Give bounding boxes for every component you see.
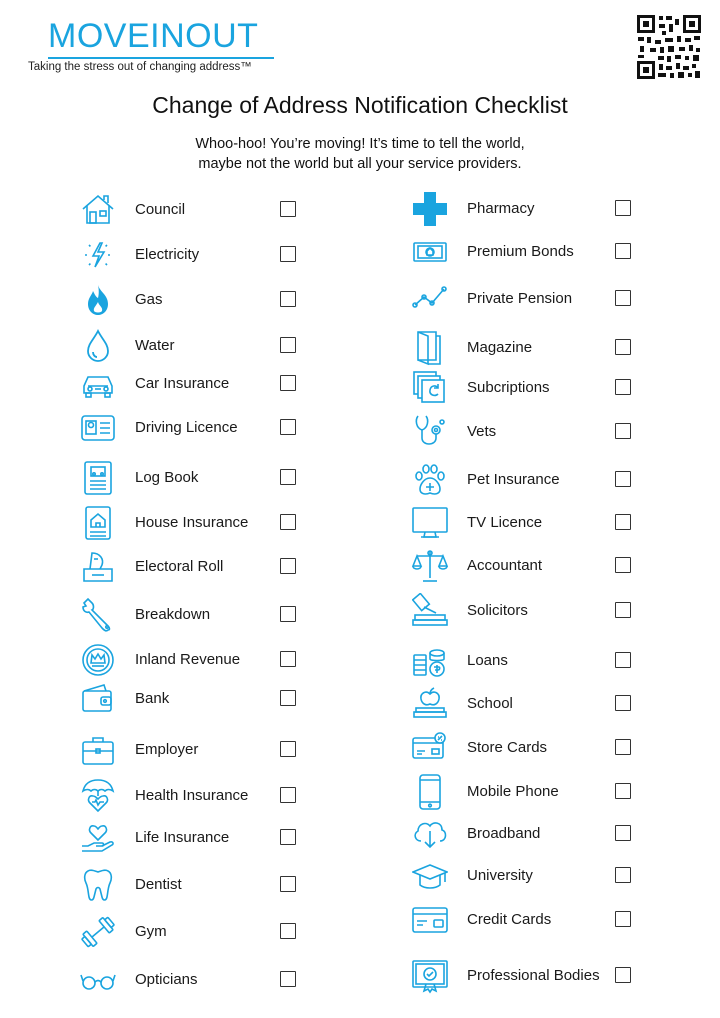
electricity-checkbox[interactable] <box>280 246 296 262</box>
intro-line: Whoo-hoo! You’re moving! It’s time to tell the world, <box>195 136 525 152</box>
bank-checkbox[interactable] <box>280 690 296 706</box>
broadband-checkbox[interactable] <box>615 825 631 841</box>
life-insurance-checkbox[interactable] <box>280 829 296 845</box>
item-label: Accountant <box>467 557 543 574</box>
item-label: University <box>467 867 533 884</box>
driving-licence-checkbox[interactable] <box>280 419 296 435</box>
brand-logo <box>28 16 278 76</box>
line-graph-icon <box>412 281 448 317</box>
credit-card-icon <box>412 902 448 938</box>
item-label: School <box>467 695 513 712</box>
intro-text <box>0 134 720 174</box>
item-label: Broadband <box>467 825 541 842</box>
vets-checkbox[interactable] <box>615 423 631 439</box>
item-label: Inland Revenue <box>135 651 241 668</box>
magazine-checkbox[interactable] <box>615 339 631 355</box>
water-drop-icon <box>80 328 116 364</box>
item-label: Mobile Phone <box>467 783 559 800</box>
apple-books-icon <box>412 686 448 722</box>
briefcase-icon <box>80 732 116 768</box>
item-label: Electoral Roll <box>135 558 224 575</box>
paw-icon <box>412 462 448 498</box>
inland-revenue-checkbox[interactable] <box>280 651 296 667</box>
item-label: Life Insurance <box>135 829 230 846</box>
certificate-icon <box>412 958 448 994</box>
log-book-icon <box>80 460 116 496</box>
item-label: Gym <box>135 923 167 940</box>
breakdown-checkbox[interactable] <box>280 606 296 622</box>
university-checkbox[interactable] <box>615 867 631 883</box>
item-label: Store Cards <box>467 739 548 756</box>
pharmacy-checkbox[interactable] <box>615 200 631 216</box>
scales-icon <box>412 548 448 584</box>
item-label: Employer <box>135 741 199 758</box>
item-label: Premium Bonds <box>467 243 574 260</box>
logo-underline <box>48 57 274 59</box>
item-label: Private Pension <box>467 290 573 307</box>
private-pension-checkbox[interactable] <box>615 290 631 306</box>
item-label: Subcriptions <box>467 379 550 396</box>
glasses-icon <box>80 962 116 998</box>
wallet-icon <box>80 681 116 717</box>
item-label: Vets <box>467 423 497 440</box>
item-label: Health Insurance <box>135 787 249 804</box>
medical-cross-icon <box>412 191 448 227</box>
accountant-checkbox[interactable] <box>615 557 631 573</box>
professional-bodies-checkbox[interactable] <box>615 967 631 983</box>
item-label: Loans <box>467 652 508 669</box>
item-label: Driving Licence <box>135 419 238 436</box>
school-checkbox[interactable] <box>615 695 631 711</box>
item-label: Opticians <box>135 971 198 988</box>
employer-checkbox[interactable] <box>280 741 296 757</box>
gym-checkbox[interactable] <box>280 923 296 939</box>
house-document-icon <box>80 505 116 541</box>
lightning-icon <box>80 237 116 273</box>
gas-checkbox[interactable] <box>280 291 296 307</box>
council-checkbox[interactable] <box>280 201 296 217</box>
dumbbell-icon <box>80 914 116 950</box>
opticians-checkbox[interactable] <box>280 971 296 987</box>
car-icon <box>80 366 116 402</box>
gavel-icon <box>412 593 448 629</box>
intro-line: maybe not the world but all your service providers. <box>198 156 522 172</box>
crown-coin-icon <box>80 642 116 678</box>
pet-insurance-checkbox[interactable] <box>615 471 631 487</box>
item-label: House Insurance <box>135 514 249 531</box>
item-label: Pharmacy <box>467 200 535 217</box>
logo-text: MOVEINOUT <box>48 17 259 55</box>
item-label: Solicitors <box>467 602 528 619</box>
item-label: Council <box>135 201 186 218</box>
car-insurance-checkbox[interactable] <box>280 375 296 391</box>
item-label: Credit Cards <box>467 911 552 928</box>
magazine-icon <box>412 330 448 366</box>
flame-icon <box>80 282 116 318</box>
water-checkbox[interactable] <box>280 337 296 353</box>
house-icon <box>80 192 116 228</box>
banknote-icon <box>412 234 448 270</box>
item-label: Electricity <box>135 246 200 263</box>
tv-licence-checkbox[interactable] <box>615 514 631 530</box>
qr-code <box>636 14 702 80</box>
tooth-icon <box>80 867 116 903</box>
item-label: Dentist <box>135 876 182 893</box>
loans-checkbox[interactable] <box>615 652 631 668</box>
item-label: Car Insurance <box>135 375 230 392</box>
item-label: Pet Insurance <box>467 471 560 488</box>
cloud-download-icon <box>412 816 448 852</box>
item-label: Water <box>135 337 175 354</box>
item-label: Professional Bodies <box>467 967 600 984</box>
item-label: Magazine <box>467 339 533 356</box>
coins-icon <box>412 643 448 679</box>
electoral-roll-checkbox[interactable] <box>280 558 296 574</box>
health-insurance-checkbox[interactable] <box>280 787 296 803</box>
id-card-icon <box>80 410 116 446</box>
item-label: Breakdown <box>135 606 211 623</box>
hand-heart-icon <box>80 820 116 856</box>
store-card-icon <box>412 730 448 766</box>
item-label: Log Book <box>135 469 199 486</box>
logo-tagline: Taking the stress out of changing address™ <box>28 61 252 73</box>
solicitors-checkbox[interactable] <box>615 602 631 618</box>
item-label: Gas <box>135 291 163 308</box>
item-label: TV Licence <box>467 514 543 531</box>
graduation-cap-icon <box>412 858 448 894</box>
store-cards-checkbox[interactable] <box>615 739 631 755</box>
item-label: Bank <box>135 690 170 707</box>
dentist-checkbox[interactable] <box>280 876 296 892</box>
credit-cards-checkbox[interactable] <box>615 911 631 927</box>
stethoscope-icon <box>412 414 448 450</box>
house-insurance-checkbox[interactable] <box>280 514 296 530</box>
log-book-checkbox[interactable] <box>280 469 296 485</box>
tv-icon <box>412 505 448 541</box>
umbrella-heart-icon <box>80 778 116 814</box>
wrench-icon <box>80 597 116 633</box>
mobile-phone-checkbox[interactable] <box>615 783 631 799</box>
renewal-icon <box>412 370 448 406</box>
mobile-phone-icon <box>412 774 448 810</box>
subscriptions-checkbox[interactable] <box>615 379 631 395</box>
page-title: Change of Address Notification Checklist <box>152 92 568 118</box>
ballot-box-icon <box>80 549 116 585</box>
premium-bonds-checkbox[interactable] <box>615 243 631 259</box>
